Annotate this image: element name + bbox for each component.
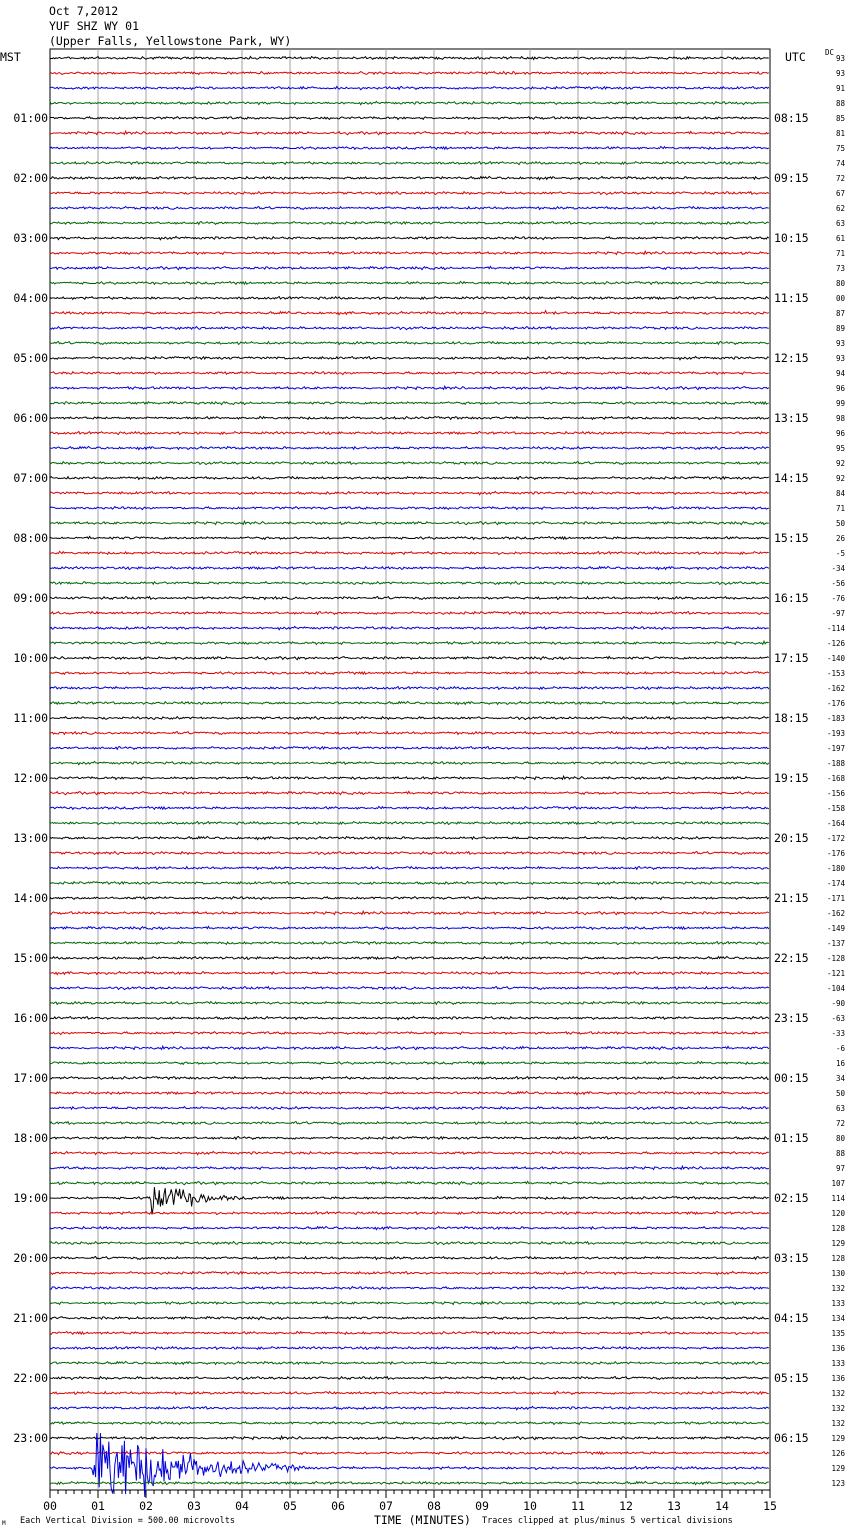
corner-mark: M	[2, 1520, 6, 1527]
left-hour-label: 01:00	[13, 111, 48, 125]
left-hour-label: 20:00	[13, 1251, 48, 1265]
dc-offset-label: -176	[826, 699, 845, 708]
trace-line	[50, 1032, 769, 1035]
dc-offset-label: -158	[826, 804, 845, 813]
dc-offset-label: 73	[835, 264, 845, 273]
dc-offset-label: -6	[835, 1044, 845, 1053]
dc-offset-label: 71	[835, 249, 845, 258]
right-hour-label: 01:15	[774, 1131, 809, 1145]
left-hour-label: 05:00	[13, 351, 48, 365]
left-hour-label: 11:00	[13, 711, 48, 725]
trace-line	[50, 521, 769, 525]
dc-offset-label: -162	[826, 909, 845, 918]
right-hour-label: 13:15	[774, 411, 809, 425]
dc-offset-label: 96	[835, 384, 845, 393]
dc-offset-label: -149	[826, 924, 845, 933]
trace-line	[50, 582, 769, 585]
trace-line	[50, 162, 769, 165]
right-hour-label: 00:15	[774, 1071, 809, 1085]
dc-offset-label: 84	[835, 489, 845, 498]
x-tick-label: 15	[763, 1499, 777, 1513]
dc-offset-label: 50	[835, 1089, 845, 1098]
trace-line	[50, 311, 769, 315]
trace-line	[50, 236, 769, 239]
trace-line	[50, 987, 769, 990]
trace-line	[50, 146, 769, 149]
dc-offset-label: 99	[835, 399, 845, 408]
dc-offset-label: 88	[835, 99, 845, 108]
dc-offset-label: 92	[835, 474, 845, 483]
left-hour-label: 23:00	[13, 1431, 48, 1445]
dc-offset-label: 133	[831, 1359, 845, 1368]
x-tick-label: 10	[523, 1499, 537, 1513]
trace-line	[50, 72, 769, 75]
right-hour-label: 10:15	[774, 231, 809, 245]
dc-offset-label: 16	[835, 1059, 845, 1068]
dc-offset-label: -56	[831, 579, 845, 588]
left-hour-label: 06:00	[13, 411, 48, 425]
trace-line	[50, 776, 769, 779]
dc-offset-label: -153	[826, 669, 845, 678]
x-tick-label: 01	[91, 1499, 105, 1513]
trace-line	[50, 207, 769, 210]
left-hour-label: 03:00	[13, 231, 48, 245]
right-hour-label: 17:15	[774, 651, 809, 665]
trace-line	[50, 1271, 769, 1274]
trace-line	[50, 641, 769, 644]
trace-line	[50, 836, 769, 839]
dc-offset-label: 129	[831, 1434, 845, 1443]
x-tick-label: 02	[139, 1499, 153, 1513]
right-hour-label: 02:15	[774, 1191, 809, 1205]
trace-line	[50, 1137, 769, 1140]
trace-line	[50, 192, 769, 195]
dc-offset-label: 71	[835, 504, 845, 513]
trace-line	[50, 372, 769, 375]
dc-offset-label: 85	[835, 114, 845, 123]
dc-offset-label: 00	[835, 294, 845, 303]
dc-offset-label: -171	[826, 894, 845, 903]
trace-line	[50, 416, 769, 419]
trace-line	[50, 477, 769, 480]
dc-offset-label: 132	[831, 1389, 845, 1398]
trace-line	[50, 1061, 769, 1064]
trace-line	[50, 897, 769, 900]
trace-line	[50, 1046, 769, 1050]
trace-line	[50, 612, 769, 615]
trace-line	[50, 1226, 769, 1229]
right-hour-label: 20:15	[774, 831, 809, 845]
right-hour-label: 12:15	[774, 351, 809, 365]
trace-line	[50, 536, 769, 539]
dc-offset-label: 132	[831, 1284, 845, 1293]
trace-line	[50, 101, 769, 104]
dc-offset-label: -188	[826, 759, 845, 768]
trace-line	[50, 1301, 769, 1305]
dc-offset-label: 62	[835, 204, 845, 213]
dc-offset-label: 74	[835, 159, 845, 168]
left-hour-label: 09:00	[13, 591, 48, 605]
trace-line	[50, 1077, 769, 1080]
dc-offset-label: -137	[826, 939, 845, 948]
trace-line	[50, 1107, 769, 1110]
dc-offset-label: 128	[831, 1224, 845, 1233]
dc-offset-label: 89	[835, 324, 845, 333]
dc-offset-label: -90	[831, 999, 845, 1008]
dc-offset-label: -176	[826, 849, 845, 858]
trace-line	[50, 791, 769, 794]
left-hour-label: 02:00	[13, 171, 48, 185]
trace-line	[50, 956, 769, 959]
dc-offset-label: -164	[826, 819, 845, 828]
dc-offset-label: 133	[831, 1299, 845, 1308]
trace-line	[50, 926, 769, 929]
dc-offset-label: -174	[826, 879, 845, 888]
left-axis-title: MST	[0, 50, 21, 64]
right-hour-label: 16:15	[774, 591, 809, 605]
right-hour-label: 04:15	[774, 1311, 809, 1325]
dc-offset-label: 92	[835, 459, 845, 468]
dc-offset-label: 96	[835, 429, 845, 438]
trace-line	[50, 117, 769, 120]
dc-offset-label: -156	[826, 789, 845, 798]
dc-offset-label: 135	[831, 1329, 845, 1338]
dc-offset-label: -126	[826, 639, 845, 648]
trace-line	[50, 1016, 769, 1019]
x-tick-label: 08	[427, 1499, 441, 1513]
right-hour-label: 15:15	[774, 531, 809, 545]
trace-line	[50, 131, 769, 135]
dc-offset-label: 94	[835, 369, 845, 378]
dc-offset-label: 136	[831, 1374, 845, 1383]
left-hour-label: 04:00	[13, 291, 48, 305]
dc-offset-label: 93	[835, 339, 845, 348]
dc-offset-label: 120	[831, 1209, 845, 1218]
trace-line	[50, 87, 769, 90]
dc-offset-label: 132	[831, 1419, 845, 1428]
right-hour-label: 05:15	[774, 1371, 809, 1385]
trace-line	[50, 656, 769, 659]
dc-offset-label: 34	[835, 1074, 845, 1083]
dc-offset-label: 132	[831, 1404, 845, 1413]
dc-offset-label: 126	[831, 1449, 845, 1458]
trace-line	[50, 761, 769, 764]
dc-title: DC	[825, 48, 835, 57]
x-tick-label: 12	[619, 1499, 633, 1513]
trace-line	[50, 1451, 769, 1454]
trace-line	[50, 1187, 769, 1214]
dc-offset-label: 114	[831, 1194, 845, 1203]
trace-line	[50, 507, 769, 510]
x-tick-label: 03	[187, 1499, 201, 1513]
trace-line	[50, 806, 769, 809]
dc-offset-label: -183	[826, 714, 845, 723]
dc-offset-label: -168	[826, 774, 845, 783]
trace-line	[50, 911, 769, 915]
trace-line	[50, 327, 769, 330]
trace-line	[50, 1347, 769, 1350]
trace-line	[50, 867, 769, 870]
trace-line	[50, 717, 769, 720]
x-tick-label: 05	[283, 1499, 297, 1513]
trace-line	[50, 297, 769, 300]
trace-line	[50, 1433, 769, 1497]
x-tick-label: 09	[475, 1499, 489, 1513]
trace-line	[50, 1331, 769, 1334]
dc-offset-label: -33	[831, 1029, 845, 1038]
trace-line	[50, 281, 769, 284]
x-tick-label: 04	[235, 1499, 249, 1513]
trace-line	[50, 971, 769, 974]
trace-line	[50, 342, 769, 345]
dc-offset-label: 63	[835, 219, 845, 228]
x-axis-label: TIME (MINUTES)	[374, 1513, 471, 1527]
dc-offset-label: 91	[835, 84, 845, 93]
x-tick-label: 13	[667, 1499, 681, 1513]
right-hour-label: 19:15	[774, 771, 809, 785]
trace-line	[50, 852, 769, 855]
x-tick-label: 11	[571, 1499, 585, 1513]
right-hour-label: 11:15	[774, 291, 809, 305]
dc-offset-label: -104	[826, 984, 845, 993]
header-location: (Upper Falls, Yellowstone Park, WY)	[49, 34, 292, 48]
dc-offset-label: 123	[831, 1479, 845, 1488]
dc-offset-label: 95	[835, 444, 845, 453]
dc-offset-label: 98	[835, 414, 845, 423]
trace-line	[50, 1212, 769, 1215]
trace-line	[50, 732, 769, 735]
trace-line	[50, 1436, 769, 1440]
dc-offset-label: -197	[826, 744, 845, 753]
right-hour-label: 09:15	[774, 171, 809, 185]
trace-line	[50, 176, 769, 179]
dc-offset-label: 134	[831, 1314, 845, 1323]
left-hour-label: 12:00	[13, 771, 48, 785]
left-hour-label: 22:00	[13, 1371, 48, 1385]
trace-line	[50, 57, 769, 60]
dc-offset-label: 26	[835, 534, 845, 543]
left-hour-label: 18:00	[13, 1131, 48, 1145]
trace-line	[50, 401, 769, 404]
x-tick-label: 00	[43, 1499, 57, 1513]
trace-line	[50, 1002, 769, 1005]
left-hour-label: 14:00	[13, 891, 48, 905]
dc-offset-label: 129	[831, 1239, 845, 1248]
trace-line	[50, 251, 769, 254]
scale-note: Each Vertical Division = 500.00 microvolts	[20, 1516, 235, 1526]
dc-offset-label: 80	[835, 1134, 845, 1143]
trace-line	[50, 222, 769, 225]
trace-line	[50, 1481, 769, 1484]
right-axis-title: UTC	[785, 50, 806, 64]
dc-offset-label: 93	[835, 69, 845, 78]
dc-offset-label: 67	[835, 189, 845, 198]
trace-line	[50, 356, 769, 359]
trace-line	[50, 1392, 769, 1395]
clip-note: Traces clipped at plus/minus 5 vertical divisions	[482, 1516, 733, 1526]
dc-offset-label: 72	[835, 1119, 845, 1128]
dc-offset-label: -114	[826, 624, 845, 633]
dc-offset-label: 107	[831, 1179, 845, 1188]
dc-offset-label: 61	[835, 234, 845, 243]
dc-offset-label: 93	[835, 54, 845, 63]
left-hour-label: 19:00	[13, 1191, 48, 1205]
dc-offset-label: 75	[835, 144, 845, 153]
dc-offset-label: 81	[835, 129, 845, 138]
left-hour-label: 16:00	[13, 1011, 48, 1025]
dc-offset-label: -140	[826, 654, 845, 663]
trace-line	[50, 432, 769, 435]
dc-offset-label: -162	[826, 684, 845, 693]
trace-line	[50, 1151, 769, 1154]
trace-line	[50, 597, 769, 600]
dc-offset-label: 87	[835, 309, 845, 318]
trace-line	[50, 1257, 769, 1260]
trace-line	[50, 446, 769, 449]
trace-line	[50, 1166, 769, 1169]
right-hour-label: 22:15	[774, 951, 809, 965]
dc-offset-label: 97	[835, 1164, 845, 1173]
dc-offset-label: -172	[826, 834, 845, 843]
trace-line	[50, 266, 769, 269]
trace-line	[50, 491, 769, 494]
trace-line	[50, 1287, 769, 1290]
dc-offset-label: 88	[835, 1149, 845, 1158]
dc-offset-label: -63	[831, 1014, 845, 1023]
dc-offset-label: 80	[835, 279, 845, 288]
x-tick-label: 07	[379, 1499, 393, 1513]
trace-line	[50, 1242, 769, 1245]
right-hour-label: 14:15	[774, 471, 809, 485]
trace-line	[50, 747, 769, 750]
trace-line	[50, 687, 769, 690]
trace-line	[50, 941, 769, 944]
left-hour-label: 21:00	[13, 1311, 48, 1325]
right-hour-label: 21:15	[774, 891, 809, 905]
dc-offset-label: -193	[826, 729, 845, 738]
dc-offset-label: -128	[826, 954, 845, 963]
trace-line	[50, 1316, 769, 1319]
left-hour-label: 08:00	[13, 531, 48, 545]
right-hour-label: 23:15	[774, 1011, 809, 1025]
trace-line	[50, 1406, 769, 1409]
left-hour-label: 13:00	[13, 831, 48, 845]
right-hour-label: 03:15	[774, 1251, 809, 1265]
left-hour-label: 15:00	[13, 951, 48, 965]
trace-line	[50, 1422, 769, 1425]
trace-line	[50, 626, 769, 629]
trace-line	[50, 386, 769, 390]
trace-line	[50, 1181, 769, 1184]
trace-line	[50, 1361, 769, 1364]
trace-line	[50, 462, 769, 465]
header-station: YUF SHZ WY 01	[49, 19, 140, 33]
dc-offset-label: -76	[831, 594, 845, 603]
header-date: Oct 7,2012	[49, 4, 119, 18]
trace-line	[50, 701, 769, 704]
dc-offset-label: -180	[826, 864, 845, 873]
trace-line	[50, 881, 769, 884]
left-hour-label: 10:00	[13, 651, 48, 665]
dc-offset-label: 63	[835, 1104, 845, 1113]
trace-line	[50, 1091, 769, 1094]
dc-offset-label: 50	[835, 519, 845, 528]
dc-offset-label: -121	[826, 969, 845, 978]
dc-offset-label: -97	[831, 609, 845, 618]
dc-offset-label: 72	[835, 174, 845, 183]
dc-offset-label: 93	[835, 354, 845, 363]
dc-offset-label: 128	[831, 1254, 845, 1263]
trace-line	[50, 1122, 769, 1125]
dc-offset-label: -34	[831, 564, 845, 573]
x-tick-label: 06	[331, 1499, 345, 1513]
left-hour-label: 07:00	[13, 471, 48, 485]
trace-line	[50, 671, 769, 674]
right-hour-label: 18:15	[774, 711, 809, 725]
dc-offset-label: 136	[831, 1344, 845, 1353]
dc-offset-label: 130	[831, 1269, 845, 1278]
trace-line	[50, 566, 769, 569]
trace-line	[50, 551, 769, 554]
trace-line	[50, 1377, 769, 1380]
dc-offset-label: -5	[835, 549, 845, 558]
trace-line	[50, 822, 769, 825]
x-tick-label: 14	[715, 1499, 729, 1513]
dc-offset-label: 129	[831, 1464, 845, 1473]
left-hour-label: 17:00	[13, 1071, 48, 1085]
right-hour-label: 06:15	[774, 1431, 809, 1445]
right-hour-label: 08:15	[774, 111, 809, 125]
